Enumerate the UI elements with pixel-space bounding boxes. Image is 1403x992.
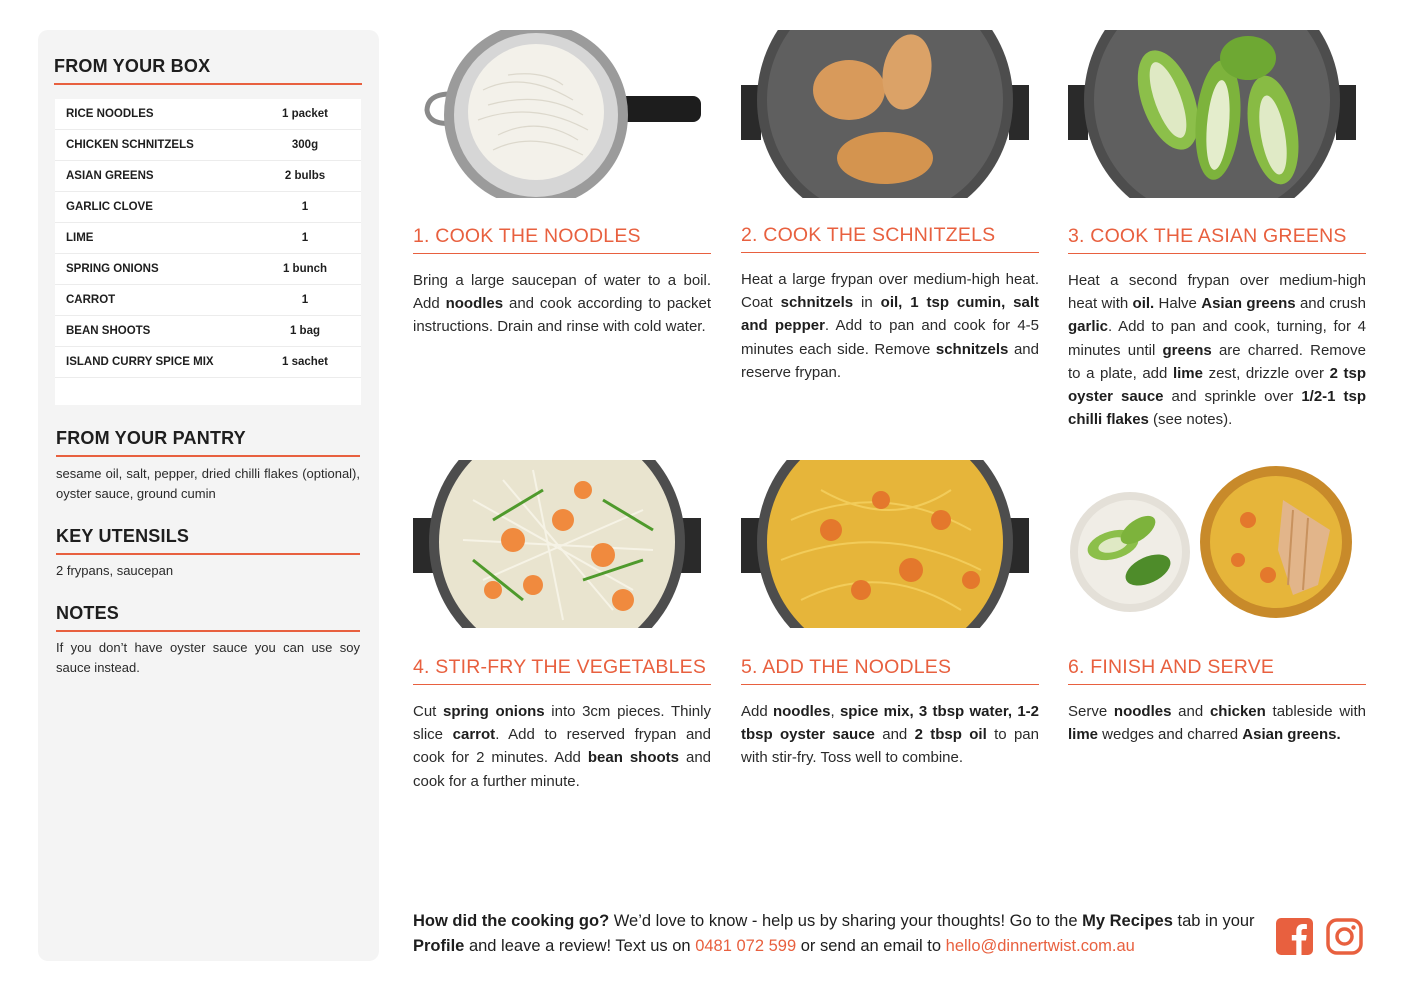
ingredient-qty: 1 packet <box>281 108 329 120</box>
step-text-segment: . Add to pan and cook, turning, for 4 minutes until <box>1068 318 1366 359</box>
my-recipes-text: My Recipes <box>1082 912 1173 930</box>
pantry-list: sesame oil, salt, pepper, dried chilli flakes (optional), oyster sauce, ground cumin <box>56 466 360 501</box>
step-text-segment: Cut <box>413 703 443 720</box>
step-2 <box>741 30 1039 384</box>
bold-ingredient: oil, 1 tsp cumin, salt and pepper <box>741 294 1040 335</box>
asian-greens-photo <box>1068 30 1356 198</box>
email-link[interactable]: hello@dinnertwist.com.au <box>945 937 1135 955</box>
bold-ingredient: oil. <box>1132 295 1155 313</box>
bold-ingredient: lime <box>1172 364 1203 382</box>
utensils-list: 2 frypans, saucepan <box>56 563 174 578</box>
bold-ingredient: 2 tbsp oil <box>914 726 987 744</box>
ingredient-qty: 1 <box>301 201 309 213</box>
finished-dish-photo <box>1068 460 1356 628</box>
bold-ingredient: lime <box>1068 726 1099 744</box>
ingredient-name: ASIAN GREENS <box>66 170 154 182</box>
bold-ingredient: carrot <box>452 726 496 744</box>
step-title: 5. ADD THE NOODLES <box>741 656 1039 685</box>
ingredient-qty: 300g <box>291 139 319 151</box>
step-text-segment: and <box>1171 703 1210 720</box>
step-text-segment: are charred. Remove to a plate, add <box>1068 341 1366 382</box>
table-row <box>55 223 361 254</box>
step-3 <box>1068 30 1366 431</box>
noodles-photo <box>413 30 701 198</box>
step-4 <box>413 460 711 793</box>
step-text-segment: tableside with <box>1265 703 1366 720</box>
footer-seg: How did the cooking go? <box>413 912 610 930</box>
bold-ingredient: spice mix, 3 tbsp water, 1-2 tbsp oyster sauce <box>741 703 1040 744</box>
step-text-segment: and cook for a further minute. <box>413 749 711 790</box>
ingredient-name: SPRING ONIONS <box>66 263 159 275</box>
table-row <box>55 130 361 161</box>
ingredient-qty: 1 <box>301 294 309 306</box>
table-row <box>55 347 361 378</box>
bold-ingredient: noodles <box>772 703 831 720</box>
step-title: 4. STIR-FRY THE VEGETABLES <box>413 656 711 685</box>
step-1 <box>413 30 711 339</box>
step-text-segment: wedges and charred <box>1098 726 1243 744</box>
step-text-segment: . Add to pan and cook for 4-5 minutes each side. Remove <box>741 317 1039 358</box>
table-row <box>55 316 361 347</box>
bold-ingredient: 2 tsp oyster sauce <box>1068 364 1366 406</box>
footer-seg: tab in your <box>1172 912 1255 930</box>
bold-ingredient: schnitzels <box>935 340 1009 358</box>
bold-ingredient: noodles <box>1113 703 1172 720</box>
schnitzels-photo <box>741 30 1029 198</box>
notes-heading: NOTES <box>56 603 360 632</box>
ingredient-qty: 1 bunch <box>282 263 328 275</box>
footer-seg: and leave a review! Text us on <box>464 937 696 955</box>
step-text-segment: in <box>853 294 881 312</box>
bold-ingredient: bean shoots <box>587 749 680 767</box>
step-text-segment: and crush <box>1295 295 1366 313</box>
step-text-segment: Serve <box>1068 703 1114 720</box>
ingredient-name: GARLIC CLOVE <box>66 201 153 213</box>
notes-text: If you don’t have oyster sauce you can use soy sauce instead. <box>56 640 360 675</box>
bold-ingredient: spring onions <box>442 703 545 720</box>
step-title: 3. COOK THE ASIAN GREENS <box>1068 225 1366 254</box>
stir-fry-vegetables-photo <box>413 460 701 628</box>
step-text <box>741 700 1039 770</box>
ingredient-name: CARROT <box>66 294 116 306</box>
step-title: 2. COOK THE SCHNITZELS <box>741 224 1039 253</box>
ingredient-qty: 1 sachet <box>281 356 329 368</box>
footer-seg: or send an email to <box>796 937 946 955</box>
step-text-segment: Halve <box>1154 295 1202 313</box>
phone-number-link[interactable]: 0481 072 599 <box>695 937 797 955</box>
step-text-segment: . Add to reserved frypan and cook for 2 minutes. Add <box>413 726 711 767</box>
ingredient-name: BEAN SHOOTS <box>66 325 151 337</box>
step-text <box>1068 700 1366 746</box>
ingredients-sidebar <box>38 30 379 961</box>
step-text-segment: to pan with stir-fry. Toss well to combine. <box>741 726 1039 767</box>
ingredient-qty: 1 bag <box>289 325 321 337</box>
bold-ingredient: 1/2-1 tsp chilli flakes <box>1068 388 1366 429</box>
bold-ingredient: chicken <box>1209 703 1266 720</box>
ingredient-qty: 1 <box>301 232 309 244</box>
step-text <box>413 700 711 793</box>
bold-ingredient: noodles <box>445 295 504 313</box>
step-text-segment: and cook according to packet instructions. Drain and rinse with cold water. <box>413 295 712 336</box>
step-title: 6. FINISH AND SERVE <box>1068 656 1366 685</box>
step-text-segment: Heat a large frypan over medium-high heat. Coat <box>741 271 1039 312</box>
step-text-segment: zest, drizzle over <box>1202 364 1330 382</box>
ingredient-name: ISLAND CURRY SPICE MIX <box>66 356 214 368</box>
step-text <box>741 268 1039 384</box>
footer-seg: We’d love to know - help us by sharing your thoughts! Go to the <box>609 912 1083 930</box>
box-ingredients-table <box>55 99 361 405</box>
table-row <box>55 285 361 316</box>
bold-ingredient: schnitzels <box>780 294 854 312</box>
step-6 <box>1068 460 1366 746</box>
table-row <box>55 192 361 223</box>
step-text-segment: and sprinkle over <box>1163 388 1302 406</box>
instagram-icon[interactable] <box>1326 918 1363 955</box>
step-title: 1. COOK THE NOODLES <box>413 225 711 254</box>
feedback-footer <box>413 909 1263 959</box>
ingredient-name: LIME <box>66 232 94 244</box>
bold-ingredient: Asian greens <box>1201 295 1296 313</box>
bold-ingredient: Asian greens. <box>1242 726 1341 744</box>
from-your-pantry-heading: FROM YOUR PANTRY <box>56 428 360 457</box>
bold-ingredient: greens <box>1162 341 1212 359</box>
table-row <box>55 161 361 192</box>
step-text-segment: into 3cm pieces. Thinly slice <box>413 703 711 744</box>
step-text-segment: , <box>830 703 840 720</box>
profile-text: Profile <box>413 937 465 955</box>
from-your-box-heading: FROM YOUR BOX <box>54 56 362 85</box>
table-row <box>55 99 361 130</box>
key-utensils-heading: KEY UTENSILS <box>56 526 360 555</box>
facebook-icon[interactable] <box>1276 918 1313 955</box>
step-text-segment: and <box>874 726 915 744</box>
step-text-segment: Bring a large saucepan of water to a boil. Add <box>413 272 711 313</box>
ingredient-qty: 2 bulbs <box>284 170 326 182</box>
step-5 <box>741 460 1039 770</box>
step-text-segment: (see notes). <box>1148 411 1233 429</box>
ingredient-name: RICE NOODLES <box>66 108 154 120</box>
bold-ingredient: garlic <box>1068 318 1109 336</box>
step-text-segment: and reserve frypan. <box>741 340 1039 381</box>
step-text <box>413 269 711 339</box>
step-text-segment: Heat a second frypan over medium-high heat with <box>1068 272 1366 313</box>
noodles-stir-fry-photo <box>741 460 1029 628</box>
step-text-segment: Add <box>741 703 773 720</box>
step-text <box>1068 269 1366 431</box>
ingredient-name: CHICKEN SCHNITZELS <box>66 139 194 151</box>
table-row <box>55 254 361 285</box>
